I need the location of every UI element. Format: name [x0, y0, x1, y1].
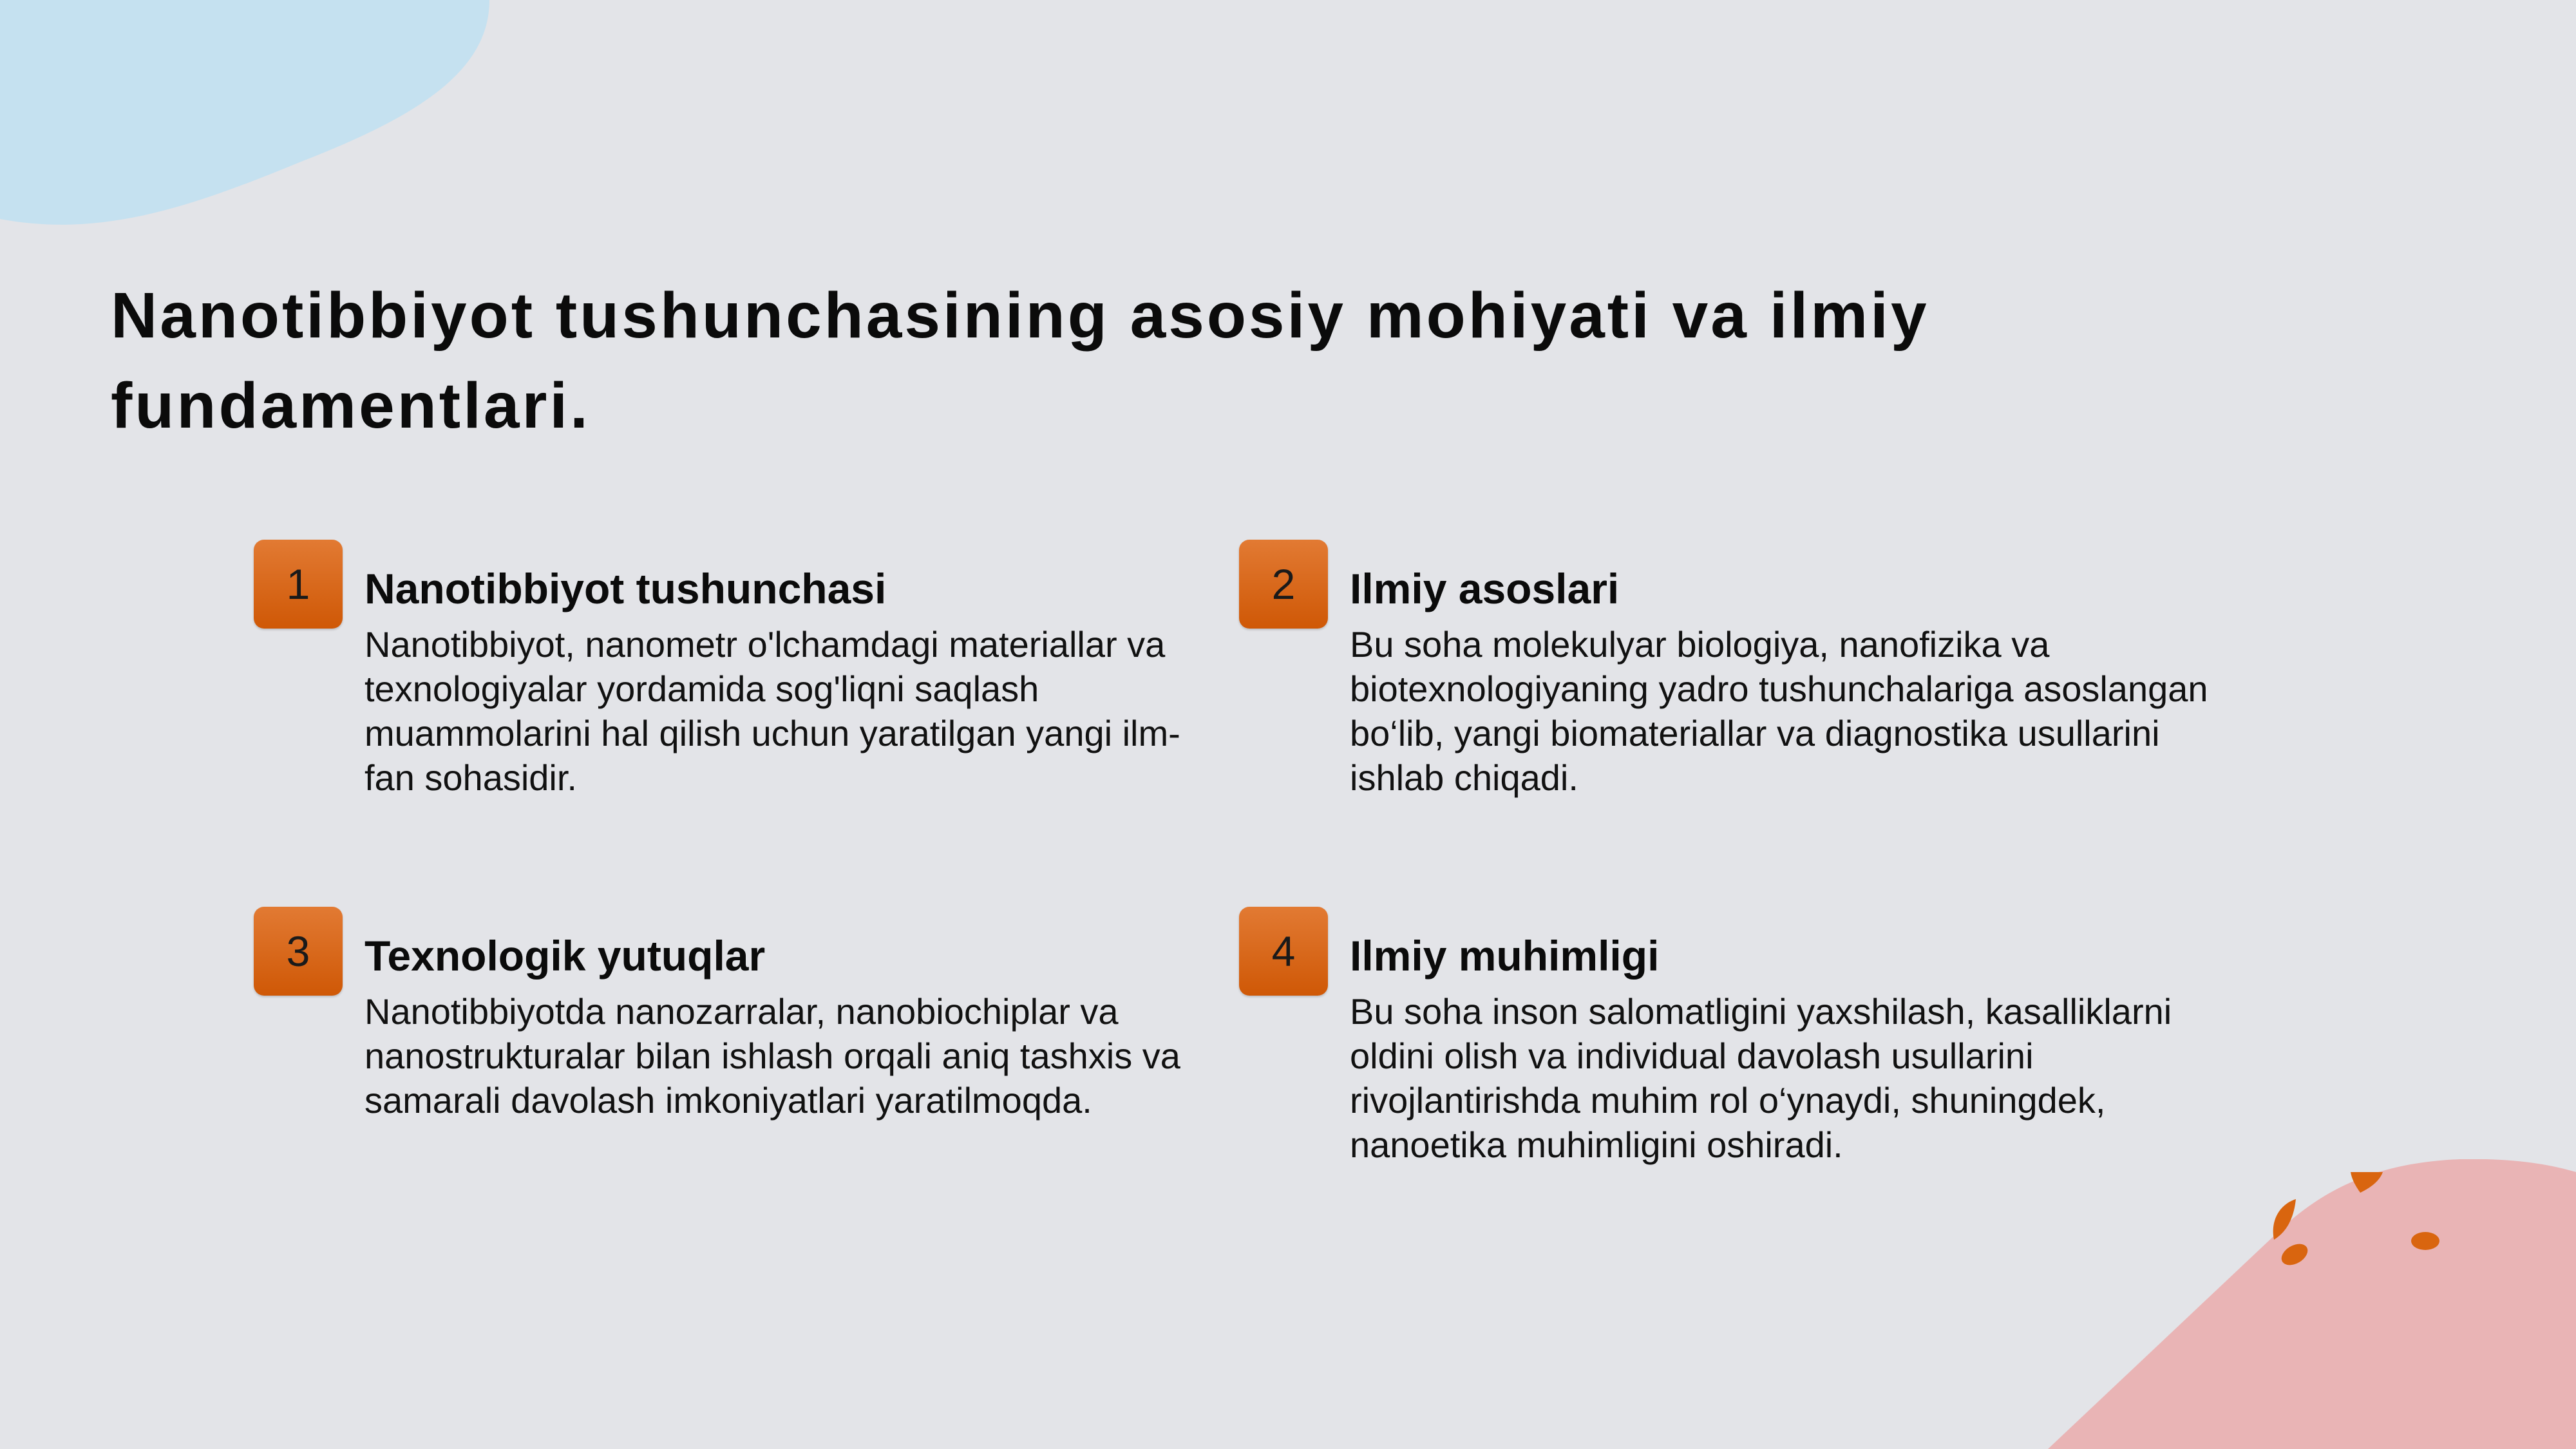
decorative-blue-blob [0, 0, 502, 232]
card-description: Nanotibbiyot, nanometr o'lchamdagi materiallar va texnologiyalar yordamida sog'liqni saqlash muammolarini hal qilish uchun yaratilgan yangi ilm-fan sohasidir. [365, 624, 1180, 798]
card-title: Ilmiy muhimligi [1350, 932, 1660, 980]
number-badge: 3 [254, 907, 343, 996]
card-title: Nanotibbiyot tushunchasi [365, 565, 887, 612]
card-title: Texnologik yutuqlar [365, 932, 766, 980]
card-description: Bu soha inson salomatligini yaxshilash, kasalliklarni oldini olish va individual davolash usullarini rivojlantirishda muhim rol o‘ynaydi, shuningdek, nanoetika muhimligini oshiradi. [1350, 991, 2172, 1165]
card-description: Nanotibbiyotda nanozarralar, nanobiochiplar va nanostrukturalar bilan ishlash orqali aniq tashxis va samarali davolash imkoniyatlari yaratilmoqda. [365, 991, 1180, 1121]
card-description: Bu soha molekulyar biologiya, nanofizika va biotexnologiyaning yadro tushunchalariga asoslangan bo‘lib, yangi biomateriallar va diagnostika usullarini ishlab chiqadi. [1350, 624, 2208, 798]
number-badge: 4 [1239, 907, 1328, 996]
slide-title: Nanotibbiyot tushunchasining asosiy mohiyati va ilmiy fundamentlari. [111, 279, 1929, 442]
card-title: Ilmiy asoslari [1350, 565, 1620, 612]
number-badge: 1 [254, 540, 343, 629]
decorative-pink-blob [2048, 1159, 2576, 1449]
number-badge: 2 [1239, 540, 1328, 629]
